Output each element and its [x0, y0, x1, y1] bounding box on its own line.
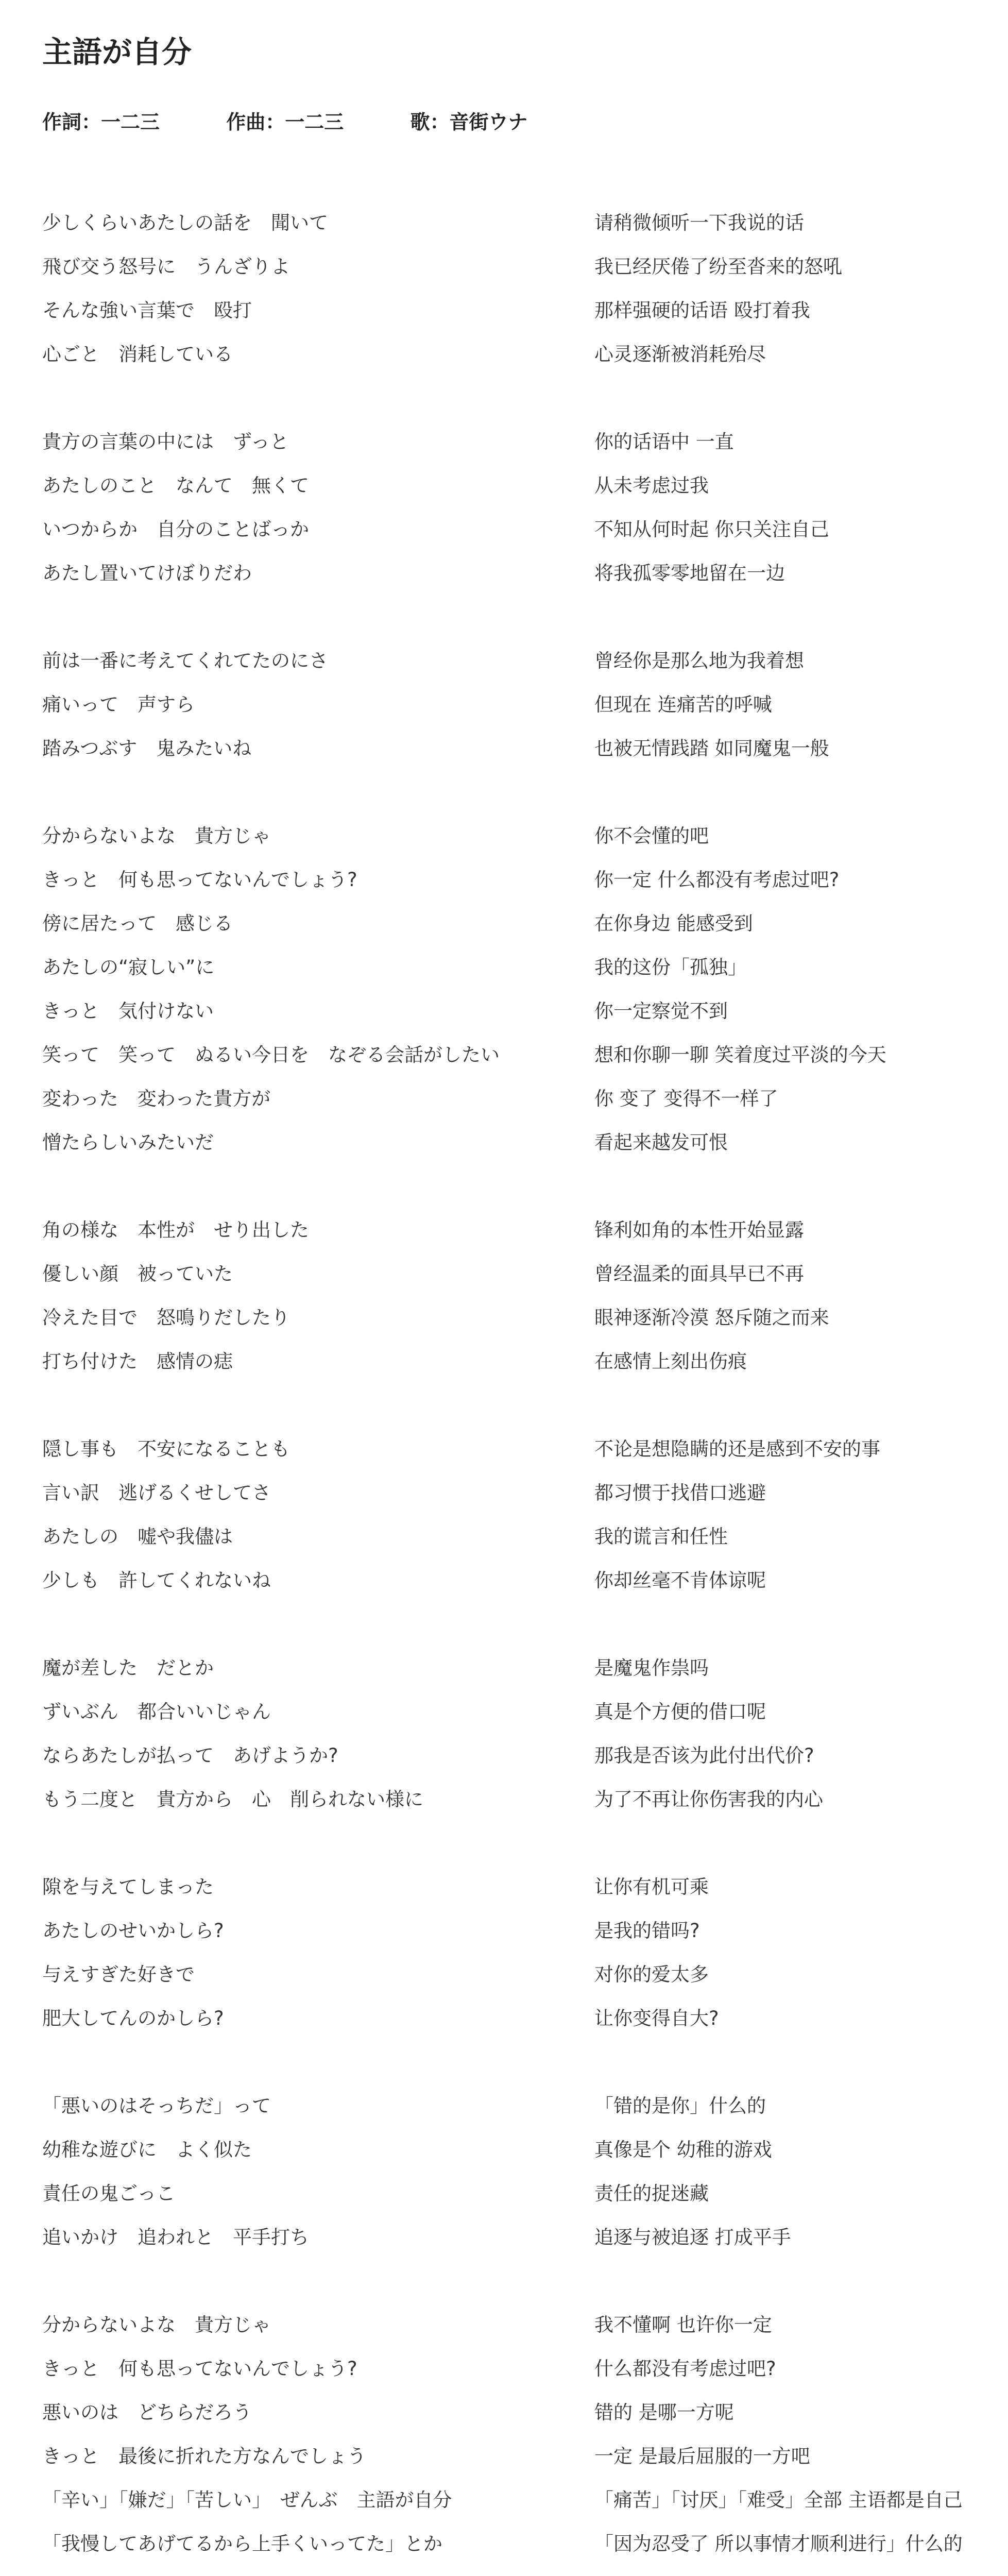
chinese-translation: 你的话语中 一直 — [594, 431, 734, 453]
lyric-line — [42, 1909, 1000, 1953]
lyric-line — [42, 464, 1000, 507]
japanese-lyric: あたしのせいかしら? — [42, 1920, 224, 1942]
lyric-line — [42, 420, 1000, 464]
chinese-translation: 让你变得自大? — [594, 2007, 719, 2029]
japanese-lyric: 傍に居たって 感じる — [42, 912, 233, 935]
chinese-translation: 我不懂啊 也许你一定 — [594, 2314, 772, 2336]
japanese-lyric: 打ち付けた 感情の痣 — [42, 1350, 233, 1372]
chinese-translation: 你却丝毫不肯体谅呢 — [594, 1569, 766, 1591]
lyric-line — [42, 1296, 1000, 1340]
japanese-lyric: 悪いのは どちらだろう — [42, 2401, 252, 2424]
chinese-translation: 心灵逐渐被消耗殆尽 — [594, 343, 766, 365]
chinese-translation: 不论是想隐瞒的还是感到不安的事 — [594, 1438, 880, 1460]
lyric-line — [42, 2215, 1000, 2259]
japanese-lyric: 言い訳 逃げるくせしてさ — [42, 1482, 271, 1504]
chinese-translation: 你 变了 变得不一样了 — [594, 1088, 778, 1110]
lyric-line — [42, 858, 1000, 902]
japanese-lyric: 少しも 許してくれないね — [42, 1569, 271, 1591]
lyric-line — [42, 2128, 1000, 2172]
japanese-lyric: あたしのこと なんて 無くて — [42, 474, 309, 497]
lyric-line — [42, 989, 1000, 1033]
lyric-stanza — [42, 2303, 1000, 2576]
lyric-line — [42, 2391, 1000, 2434]
chinese-translation: 不知从何时起 你只关注自己 — [594, 518, 829, 540]
chinese-translation: 但现在 连痛苦的呼喊 — [594, 693, 772, 716]
japanese-lyric: 「辛い」「嫌だ」「苦しい」 ぜんぶ 主語が自分 — [42, 2489, 452, 2511]
japanese-lyric: 心ごと 消耗している — [42, 343, 233, 365]
chinese-translation: 也被无情践踏 如同魔鬼一般 — [594, 737, 829, 759]
japanese-lyric: 踏みつぶす 鬼みたいね — [42, 737, 252, 759]
chinese-translation: 将我孤零零地留在一边 — [594, 562, 785, 584]
chinese-translation: 为了不再让你伤害我的内心 — [594, 1788, 823, 1810]
lyric-line — [42, 945, 1000, 989]
lyric-line — [42, 2434, 1000, 2478]
lyric-line — [42, 1734, 1000, 1777]
japanese-lyric: 「我慢してあげてるから上手くいってた」とか — [42, 2533, 442, 2555]
chinese-translation: 那我是否该为此付出代价? — [594, 1744, 814, 1767]
japanese-lyric: 前は一番に考えてくれてたのにさ — [42, 650, 328, 672]
lyric-line — [42, 1033, 1000, 1077]
chinese-translation: 请稍微倾听一下我说的话 — [594, 212, 804, 234]
chinese-translation: 从未考虑过我 — [594, 474, 709, 497]
lyric-stanza — [42, 814, 1000, 1164]
lyric-line — [42, 1777, 1000, 1821]
lyric-line — [42, 2172, 1000, 2215]
japanese-lyric: もう二度と 貴方から 心 削られない様に — [42, 1788, 423, 1810]
chinese-translation: 对你的爱太多 — [594, 1963, 709, 1986]
chinese-translation: 「痛苦」「讨厌」「难受」全部 主语都是自己 — [594, 2489, 963, 2511]
chinese-translation: 你不会懂的吧 — [594, 825, 709, 847]
japanese-lyric: あたしの 嘘や我儘は — [42, 1526, 233, 1548]
japanese-lyric: あたし置いてけぼりだわ — [42, 562, 252, 584]
lyric-line — [42, 1865, 1000, 1909]
lyric-line — [42, 289, 1000, 332]
chinese-translation: 我已经厌倦了纷至沓来的怒吼 — [594, 256, 842, 278]
japanese-lyric: いつからか 自分のことばっか — [42, 518, 309, 540]
lyric-line — [42, 1121, 1000, 1164]
lyric-line — [42, 1646, 1000, 1690]
lyric-line — [42, 551, 1000, 595]
japanese-lyric: 飛び交う怒号に うんざりよ — [42, 256, 290, 278]
lyric-line — [42, 1953, 1000, 1996]
lyric-line — [42, 245, 1000, 289]
lyric-line — [42, 332, 1000, 376]
chinese-translation: 错的 是哪一方呢 — [594, 2401, 734, 2424]
lyric-line — [42, 726, 1000, 770]
chinese-translation: 在感情上刻出伤痕 — [594, 1350, 747, 1372]
chinese-translation: 你一定 什么都没有考虑过吧? — [594, 869, 840, 891]
lyric-stanza — [42, 2084, 1000, 2259]
chinese-translation: 责任的捉迷藏 — [594, 2182, 709, 2205]
japanese-lyric: 冷えた目で 怒鳴りだしたり — [42, 1307, 290, 1329]
japanese-lyric: 少しくらいあたしの話を 聞いて — [42, 212, 328, 234]
japanese-lyric: 与えすぎた好きで — [42, 1963, 195, 1986]
chinese-translation: 真像是个 幼稚的游戏 — [594, 2139, 772, 2161]
lyric-line — [42, 201, 1000, 245]
lyric-line — [42, 1077, 1000, 1121]
japanese-lyric: ならあたしが払って あげようか? — [42, 1744, 338, 1767]
lyric-line — [42, 1558, 1000, 1602]
chinese-translation: 真是个方便的借口呢 — [594, 1701, 766, 1723]
chinese-translation: 让你有机可乘 — [594, 1876, 709, 1898]
lyric-stanza — [42, 1427, 1000, 1602]
chinese-translation: 想和你聊一聊 笑着度过平淡的今天 — [594, 1044, 886, 1066]
lyric-stanza — [42, 1208, 1000, 1383]
lyric-stanza — [42, 639, 1000, 770]
chinese-translation: 你一定察觉不到 — [594, 1000, 728, 1022]
chinese-translation: 锋利如角的本性开始显露 — [594, 1219, 804, 1241]
lyric-line — [42, 2522, 1000, 2566]
japanese-lyric: 分からないよな 貴方じゃ — [42, 825, 271, 847]
lyric-line — [42, 1252, 1000, 1296]
japanese-lyric: 笑って 笑って ぬるい今日を なぞる会話がしたい — [42, 1044, 500, 1066]
lyric-stanza — [42, 201, 1000, 376]
chinese-translation: 曾经温柔的面具早已不再 — [594, 1263, 804, 1285]
lyricist-credit: 作詞：一二三 — [42, 111, 160, 133]
japanese-lyric: 肥大してんのかしら? — [42, 2007, 224, 2029]
lyrics-body — [42, 201, 1000, 2576]
chinese-translation: 是我的错吗? — [594, 1920, 700, 1942]
japanese-lyric: ずいぶん 都合いいじゃん — [42, 1701, 271, 1723]
lyric-line — [42, 2478, 1000, 2522]
chinese-translation: 眼神逐渐冷漠 怒斥随之而来 — [594, 1307, 829, 1329]
vocal-credit: 歌：音街ウナ — [410, 111, 528, 133]
lyric-line — [42, 1208, 1000, 1252]
lyric-line — [42, 639, 1000, 683]
chinese-translation: 看起来越发可恨 — [594, 1131, 728, 1154]
chinese-translation: 追逐与被追逐 打成平手 — [594, 2226, 791, 2248]
japanese-lyric: そんな強い言葉で 殴打 — [42, 299, 252, 321]
lyric-line — [42, 814, 1000, 858]
japanese-lyric: 責任の鬼ごっこ — [42, 2182, 176, 2205]
japanese-lyric: 分からないよな 貴方じゃ — [42, 2314, 271, 2336]
lyric-line — [42, 2566, 1000, 2576]
chinese-translation: 是魔鬼作祟吗 — [594, 1657, 709, 1679]
lyric-line — [42, 1427, 1000, 1471]
japanese-lyric: 幼稚な遊びに よく似た — [42, 2139, 252, 2161]
japanese-lyric: 隠し事も 不安になることも — [42, 1438, 290, 1460]
japanese-lyric: きっと 何も思ってないんでしょう? — [42, 2358, 357, 2380]
chinese-translation: 我的这份「孤独」 — [594, 956, 747, 978]
lyric-stanza — [42, 420, 1000, 595]
lyric-line — [42, 2303, 1000, 2347]
chinese-translation: 曾经你是那么地为我着想 — [594, 650, 804, 672]
japanese-lyric: きっと 最後に折れた方なんでしょう — [42, 2445, 366, 2467]
song-credits — [42, 106, 528, 134]
japanese-lyric: 変わった 変わった貴方が — [42, 1088, 271, 1110]
japanese-lyric: 憎たらしいみたいだ — [42, 1131, 214, 1154]
lyric-line — [42, 1471, 1000, 1515]
chinese-translation: 什么都没有考虑过吧? — [594, 2358, 776, 2380]
japanese-lyric: きっと 何も思ってないんでしょう? — [42, 869, 357, 891]
japanese-lyric — [42, 2566, 328, 2576]
lyric-stanza — [42, 1865, 1000, 2040]
song-title: 主語が自分 — [42, 35, 192, 70]
lyric-line — [42, 1690, 1000, 1734]
japanese-lyric: 魔が差した だとか — [42, 1657, 214, 1679]
japanese-lyric: 痛いって 声すら — [42, 693, 195, 716]
chinese-translation: 一定 是最后屈服的一方吧 — [594, 2445, 810, 2467]
lyric-line — [42, 1515, 1000, 1558]
lyric-stanza — [42, 1646, 1000, 1821]
japanese-lyric: 角の様な 本性が せり出した — [42, 1219, 309, 1241]
japanese-lyric: 隙を与えてしまった — [42, 1876, 214, 1898]
chinese-translation: 「因为忍受了 所以事情才顺利进行」什么的 — [594, 2533, 963, 2555]
chinese-translation: 「错的是你」什么的 — [594, 2095, 766, 2117]
lyric-line — [42, 2084, 1000, 2128]
composer-credit: 作曲：一二三 — [226, 111, 344, 133]
lyric-line — [42, 2347, 1000, 2391]
lyric-line — [42, 1340, 1000, 1383]
chinese-translation: 都习惯于找借口逃避 — [594, 1482, 766, 1504]
lyric-line — [42, 902, 1000, 945]
chinese-translation: 在你身边 能感受到 — [594, 912, 753, 935]
japanese-lyric: きっと 気付けない — [42, 1000, 214, 1022]
lyric-line — [42, 683, 1000, 726]
chinese-translation: 那样强硬的话语 殴打着我 — [594, 299, 810, 321]
japanese-lyric: 「悪いのはそっちだ」って — [42, 2095, 271, 2117]
lyric-line — [42, 1996, 1000, 2040]
lyric-line — [42, 507, 1000, 551]
japanese-lyric: 貴方の言葉の中には ずっと — [42, 431, 289, 453]
japanese-lyric: 追いかけ 追われと 平手打ち — [42, 2226, 309, 2248]
chinese-translation — [594, 2566, 833, 2576]
chinese-translation: 我的谎言和任性 — [594, 1526, 728, 1548]
japanese-lyric: あたしの“寂しい”に — [42, 956, 215, 978]
japanese-lyric: 優しい顔 被っていた — [42, 1263, 233, 1285]
